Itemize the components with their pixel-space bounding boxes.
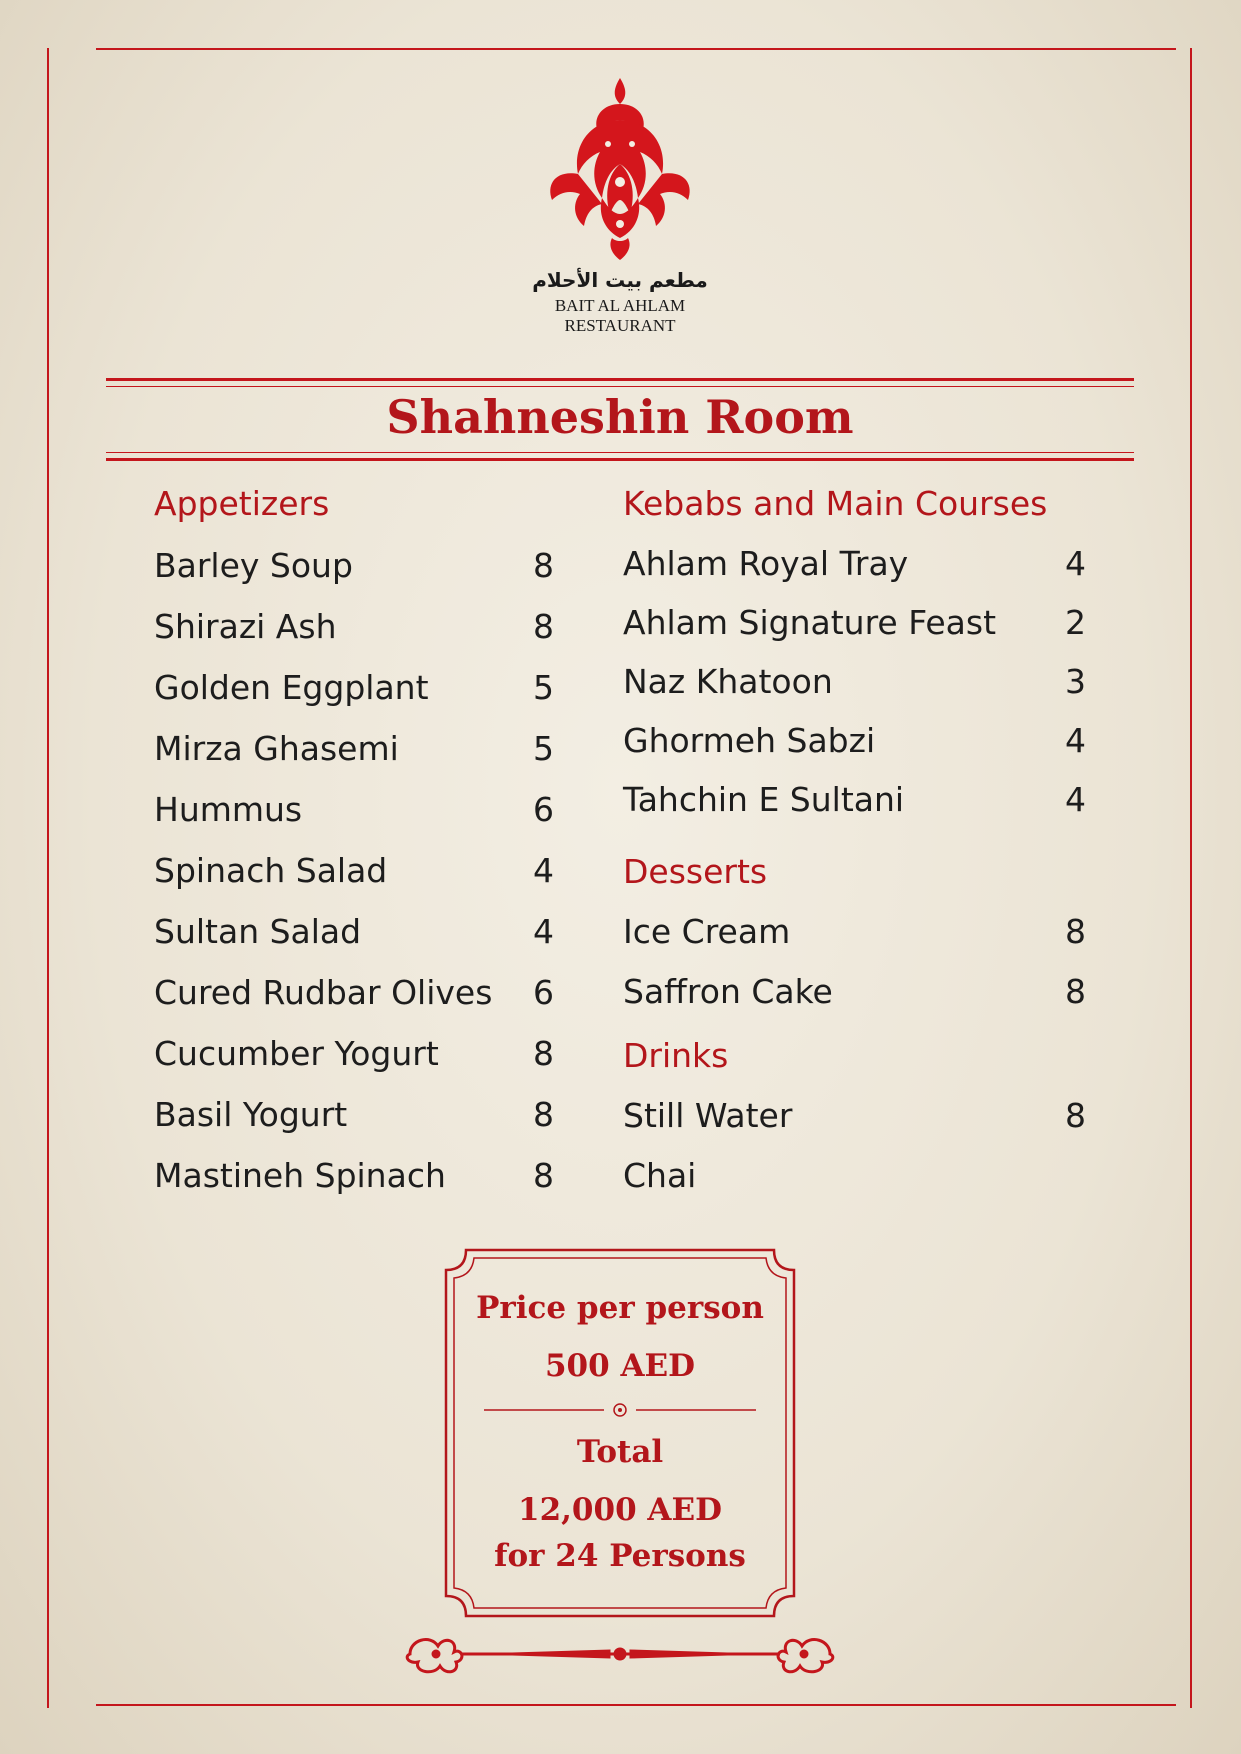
item-price: 4	[533, 851, 554, 890]
total-label: Total	[576, 1434, 664, 1470]
item-price: 8	[533, 546, 554, 585]
item-price: 4	[1065, 544, 1086, 583]
list-item: Golden Eggplant	[154, 668, 429, 707]
item-price: 4	[1065, 721, 1086, 760]
list-item: Cucumber Yogurt	[154, 1034, 439, 1073]
section-title-mains: Kebabs and Main Courses	[623, 484, 1048, 523]
item-price: 6	[533, 973, 554, 1012]
list-item: Ghormeh Sabzi	[623, 721, 876, 760]
list-item: Hummus	[154, 790, 303, 829]
list-item: Mastineh Spinach	[154, 1156, 446, 1195]
total-persons: for 24 Persons	[494, 1538, 746, 1574]
list-item: Tahchin E Sultani	[623, 780, 905, 819]
brand-line-1: BAIT AL AHLAM	[554, 296, 686, 315]
list-item: Sultan Salad	[154, 912, 362, 951]
list-item: Ice Cream	[623, 912, 791, 951]
title-rule-top-thin	[106, 386, 1134, 387]
list-item: Barley Soup	[154, 546, 353, 585]
page-title: Shahneshin Room	[386, 390, 854, 444]
list-item: Basil Yogurt	[154, 1095, 348, 1134]
section-title-appetizers: Appetizers	[154, 484, 330, 523]
frame-right-line	[1190, 48, 1192, 1708]
item-price: 8	[1065, 912, 1086, 951]
item-price: 5	[533, 729, 554, 768]
list-item: Shirazi Ash	[154, 607, 337, 646]
title-rule-top	[106, 378, 1134, 381]
list-item: Ahlam Signature Feast	[623, 603, 997, 642]
title-rule-bottom	[106, 458, 1134, 461]
item-price: 8	[533, 1156, 554, 1195]
item-price: 5	[533, 668, 554, 707]
list-item: Chai	[623, 1156, 697, 1195]
item-price: 2	[1065, 603, 1086, 642]
frame-bottom-line	[96, 1704, 1176, 1706]
frame-top-line	[96, 48, 1176, 50]
item-price: 8	[533, 1034, 554, 1073]
section-title-drinks: Drinks	[623, 1036, 729, 1075]
section-title-desserts: Desserts	[623, 852, 768, 891]
restaurant-logo-icon	[542, 74, 698, 264]
list-item: Cured Rudbar Olives	[154, 973, 493, 1012]
list-item: Spinach Salad	[154, 851, 388, 890]
price-per-person-label: Price per person	[476, 1290, 764, 1326]
frame-left-line	[47, 48, 49, 1708]
brand-english-name	[470, 296, 770, 336]
item-price: 4	[1065, 780, 1086, 819]
item-price: 8	[1065, 972, 1086, 1011]
item-price: 6	[533, 790, 554, 829]
ornament-divider-icon	[400, 1626, 840, 1682]
total-value: 12,000 AED	[518, 1492, 722, 1528]
item-price: 8	[1065, 1096, 1086, 1135]
item-price: 8	[533, 607, 554, 646]
list-item: Naz Khatoon	[623, 662, 833, 701]
item-price: 8	[533, 1095, 554, 1134]
list-item: Mirza Ghasemi	[154, 729, 399, 768]
item-price: 3	[1065, 662, 1086, 701]
price-per-person-value: 500 AED	[544, 1348, 696, 1384]
title-rule-bottom-thin	[106, 452, 1134, 453]
list-item: Still Water	[623, 1096, 793, 1135]
brand-line-2: RESTAURANT	[564, 316, 676, 335]
brand-arabic-name: مطعم بيت الأحلام	[532, 268, 708, 292]
list-item: Ahlam Royal Tray	[623, 544, 909, 583]
item-price: 4	[533, 912, 554, 951]
list-item: Saffron Cake	[623, 972, 833, 1011]
